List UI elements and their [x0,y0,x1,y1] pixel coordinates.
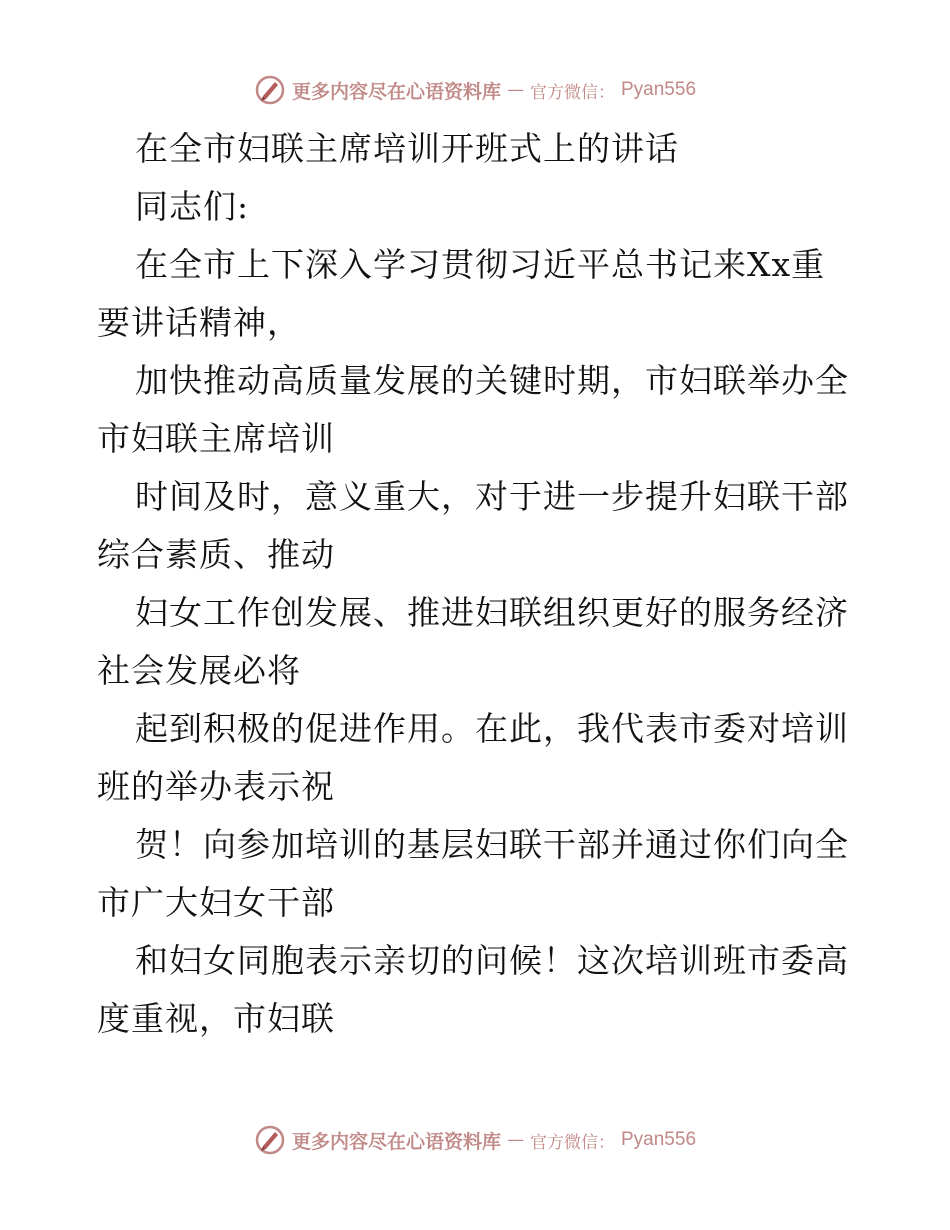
watermark-separator: — [507,1130,524,1150]
pen-logo-icon [254,74,286,106]
pen-logo-icon [254,1124,286,1156]
text-line: 妇女工作创发展、推进妇联组织更好的服务经济 [135,593,849,632]
text-line: 社会发展必将 [97,651,301,690]
text-line: 和妇女同胞表示亲切的问候！这次培训班市委高 [135,941,849,980]
document-title: 在全市妇联主席培训开班式上的讲话 [135,129,679,168]
text-line: 市广大妇女干部 [97,883,335,922]
footer-watermark [0,1120,950,1160]
text-line: 在全市上下深入学习贯彻习近平总书记来Xx重 [135,245,826,284]
text-line: 要讲话精神， [97,303,301,342]
watermark-wechat-label: 官方微信： [530,1132,615,1153]
text-line: 市妇联主席培训 [97,419,335,458]
watermark-separator: — [507,80,524,100]
text-line: 班的举办表示祝 [97,767,335,806]
watermark-wechat-id: Pyan556 [621,1129,697,1150]
header-watermark [0,70,950,110]
watermark-brand: 更多内容尽在心语资料库 [291,1130,501,1153]
text-line: 贺！向参加培训的基层妇联干部并通过你们向全 [135,825,849,864]
watermark-brand: 更多内容尽在心语资料库 [291,80,501,103]
text-line: 度重视，市妇联 [97,999,335,1038]
watermark-wechat-label: 官方微信： [530,82,615,103]
text-line: 综合素质、推动 [97,535,335,574]
text-line: 加快推动高质量发展的关键时期，市妇联举办全 [135,361,849,400]
salutation: 同志们: [135,187,250,226]
text-line: 起到积极的促进作用。在此，我代表市委对培训 [135,709,849,748]
document-body [97,120,857,1048]
watermark-wechat-id: Pyan556 [621,79,697,100]
text-line: 时间及时，意义重大，对于进一步提升妇联干部 [135,477,849,516]
